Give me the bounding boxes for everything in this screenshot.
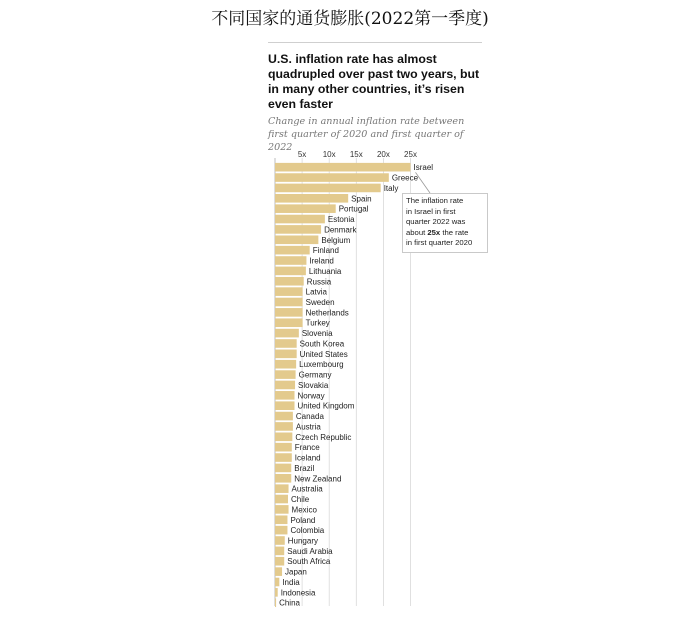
x-tick-label: 25x	[404, 150, 417, 159]
bar	[275, 412, 293, 421]
bar	[275, 204, 336, 213]
bar	[275, 246, 310, 255]
x-tick-label: 15x	[349, 150, 363, 159]
bar	[275, 173, 389, 182]
x-tick-label: 20x	[376, 150, 390, 159]
bar	[275, 308, 303, 317]
category-label: Poland	[290, 515, 316, 525]
x-tick-labels	[298, 150, 417, 159]
category-label: Netherlands	[305, 308, 349, 318]
bar	[275, 298, 303, 307]
bar	[275, 215, 325, 224]
category-label: France	[294, 443, 320, 453]
category-label: Germany	[298, 370, 332, 380]
bar	[275, 536, 285, 545]
annotation-line	[406, 228, 484, 239]
bar	[275, 287, 303, 296]
bar	[275, 235, 318, 244]
bar	[275, 184, 381, 193]
category-label: Colombia	[290, 526, 325, 536]
category-label: Estonia	[327, 215, 355, 225]
category-label: Latvia	[305, 287, 328, 297]
bar	[275, 267, 306, 276]
bar	[275, 547, 284, 556]
bar	[275, 433, 292, 442]
category-label: Mexico	[291, 505, 317, 515]
category-label: United Kingdom	[297, 401, 355, 411]
category-label: New Zealand	[294, 474, 342, 484]
bar	[275, 318, 303, 327]
category-label: China	[279, 598, 300, 608]
bar	[275, 526, 287, 535]
category-label: Belgium	[321, 235, 351, 245]
bar	[275, 567, 282, 576]
bar	[275, 443, 292, 452]
category-label: Italy	[383, 183, 399, 193]
category-label: South Africa	[287, 557, 331, 567]
annotation-connector	[416, 172, 431, 193]
category-label: Saudi Arabia	[287, 546, 333, 556]
bar	[275, 329, 299, 338]
annotation-line: in Israel in first	[406, 206, 456, 216]
chart-title: U.S. inflation rate has almost quadrupled over past two years, but in many other countries, it’s risen even faster	[268, 52, 480, 111]
category-label: Slovakia	[298, 380, 329, 390]
annotation-line: quarter 2022 was	[406, 217, 466, 227]
bar	[275, 163, 411, 172]
bar	[275, 484, 289, 493]
x-tick-label: 5x	[297, 150, 307, 159]
bar	[275, 505, 289, 514]
annotation-text: about	[406, 227, 428, 237]
category-label: Russia	[306, 277, 332, 287]
bar	[275, 381, 295, 390]
category-label: Hungary	[287, 536, 319, 546]
bar	[275, 391, 295, 400]
category-label: Czech Republic	[295, 432, 352, 442]
bar	[275, 578, 279, 587]
annotation-text: the rate	[440, 227, 469, 237]
bar	[275, 350, 297, 359]
category-label: United States	[299, 349, 348, 359]
bar	[275, 360, 296, 369]
category-label: Sweden	[305, 297, 335, 307]
category-label: Israel	[413, 163, 434, 173]
bar	[275, 453, 292, 462]
annotation-line: in first quarter 2020	[406, 238, 473, 248]
bar	[275, 464, 291, 473]
category-label: Brazil	[294, 463, 315, 473]
category-label: Finland	[312, 246, 339, 256]
bar	[275, 474, 291, 483]
annotation-line: The inflation rate	[406, 196, 464, 205]
category-label: Norway	[297, 391, 325, 401]
annotation-box	[402, 193, 488, 253]
annotation-emphasis: 25x	[427, 227, 441, 237]
category-label: Canada	[295, 412, 324, 422]
bar	[275, 194, 348, 203]
bar	[275, 588, 278, 597]
category-label: Chile	[291, 495, 310, 505]
bar	[275, 256, 306, 265]
category-label: Slovenia	[301, 329, 333, 339]
category-label: Indonesia	[280, 588, 316, 598]
category-label: Luxembourg	[299, 360, 344, 370]
category-label: Greece	[391, 173, 419, 183]
bar	[275, 401, 295, 410]
bar	[275, 422, 293, 431]
category-label: Japan	[285, 567, 307, 577]
bar	[275, 370, 296, 379]
category-label: South Korea	[299, 339, 345, 349]
category-label: Australia	[291, 484, 323, 494]
category-label: Austria	[295, 422, 321, 432]
bar	[275, 515, 287, 524]
bar	[275, 557, 284, 566]
bar	[275, 495, 288, 504]
bar	[275, 277, 304, 286]
category-label: Turkey	[305, 318, 330, 328]
category-label: India	[282, 577, 300, 587]
category-label: Lithuania	[308, 266, 342, 276]
bar	[275, 598, 276, 607]
bar	[275, 339, 297, 348]
category-label: Iceland	[294, 453, 321, 463]
chart-subtitle: Change in annual inflation rate between first quarter of 2020 and first quarter of 2022	[268, 116, 465, 153]
category-label: Portugal	[338, 204, 369, 214]
bar	[275, 225, 321, 234]
category-label: Denmark	[324, 225, 357, 235]
category-label: Spain	[351, 194, 372, 204]
category-label: Ireland	[309, 256, 334, 266]
page-title: 不同国家的通货膨胀(2022第一季度)	[211, 9, 489, 29]
x-tick-label: 10x	[322, 150, 336, 159]
